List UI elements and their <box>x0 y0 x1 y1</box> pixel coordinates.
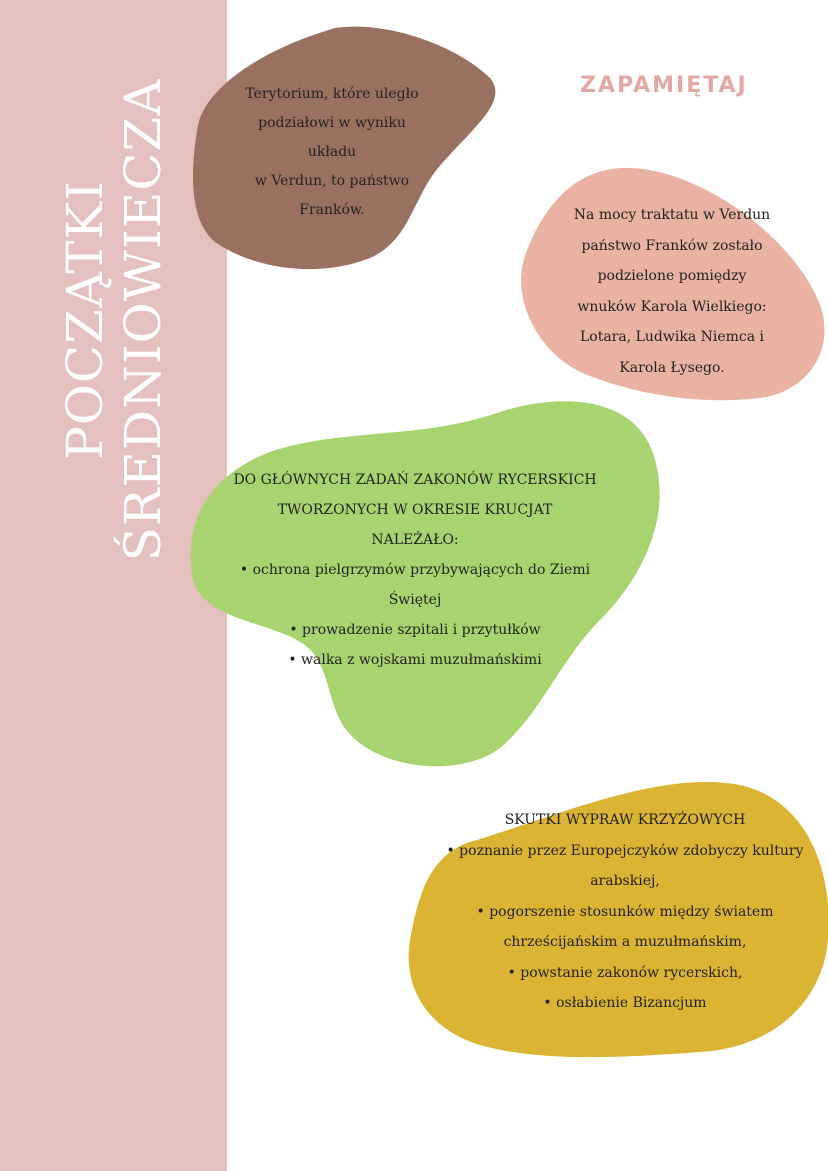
note-line: Świętej <box>388 592 442 608</box>
note-line: • pogorszenie stosunków między światem <box>476 903 774 920</box>
note-line: • poznanie przez Europejczyków zdobyczy kultury <box>446 842 804 859</box>
note-line: podziałowi w wyniku układu <box>258 115 406 160</box>
title-line-2: ŚREDNIOWIECZA <box>114 78 172 562</box>
green-note <box>210 465 620 675</box>
note-line: Karola Łysego. <box>619 359 725 376</box>
note-line: TWORZONYCH W OKRESIE KRUCJAT <box>277 502 553 518</box>
note-line: Lotara, Ludwika Niemca i <box>579 329 765 345</box>
pink-note <box>552 200 792 383</box>
note-line: • walka z wojskami muzułmańskimi <box>288 652 542 668</box>
brown-note <box>232 80 432 225</box>
note-line: arabskiej, <box>590 873 660 889</box>
note-line: Terytorium, które uległo <box>245 86 419 102</box>
note-line: SKUTKI WYPRAW KRZYŻOWYCH <box>504 812 746 828</box>
note-line: chrześcijańskim a muzułmańskim, <box>503 934 747 950</box>
note-line: w Verdun, to państwo <box>254 173 410 189</box>
note-line: Franków. <box>299 202 365 218</box>
note-line: wnuków Karola Wielkiego: <box>577 298 767 315</box>
note-line: państwo Franków zostało <box>581 237 763 254</box>
note-line: • powstanie zakonów rycerskich, <box>507 964 743 981</box>
note-line: podzielone pomiędzy <box>597 268 747 284</box>
remember-heading: ZAPAMIĘTAJ <box>580 73 748 98</box>
note-line: • osłabienie Bizancjum <box>543 995 707 1011</box>
note-line: DO GŁÓWNYCH ZADAŃ ZAKONÓW RYCERSKICH <box>233 472 597 488</box>
note-line: • prowadzenie szpitali i przytułków <box>289 622 541 638</box>
note-line: NALEŻAŁO: <box>371 532 459 548</box>
note-line: • ochrona pielgrzymów przybywających do Ziemi <box>239 562 591 578</box>
yellow-note <box>420 805 828 1019</box>
note-line: Na mocy traktatu w Verdun <box>573 207 771 223</box>
title-line-1: POCZĄTKI <box>56 180 114 460</box>
